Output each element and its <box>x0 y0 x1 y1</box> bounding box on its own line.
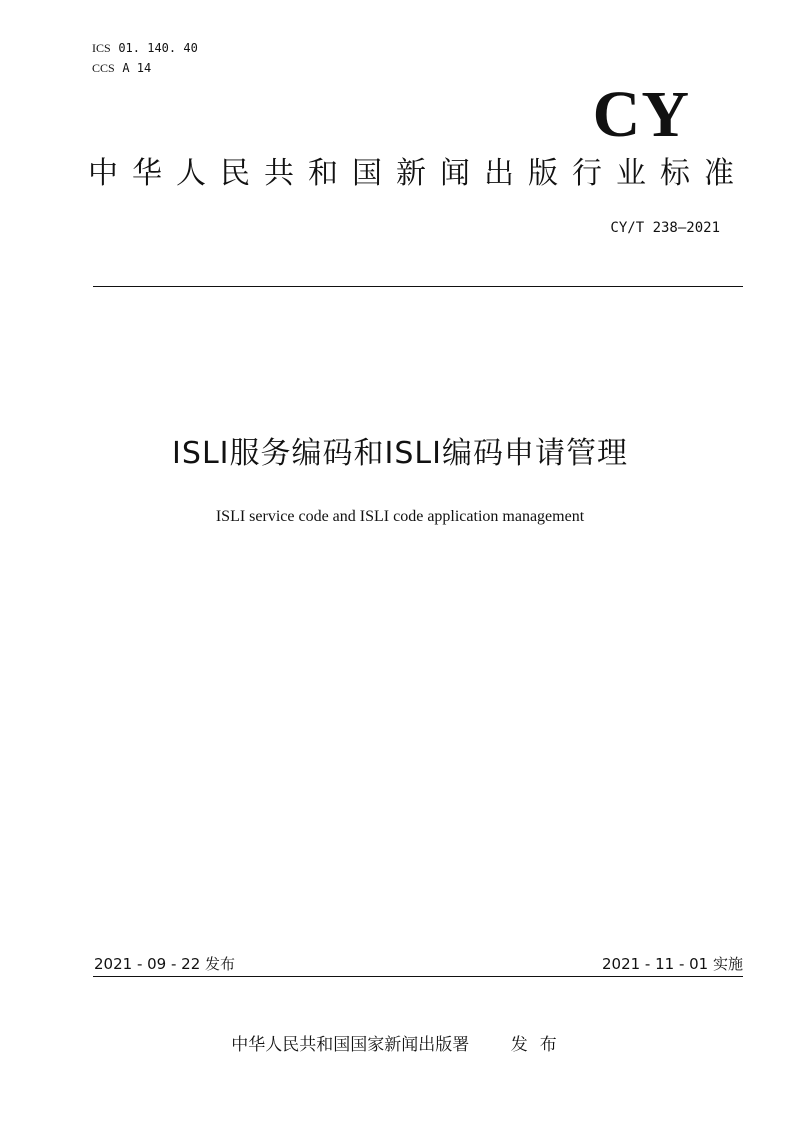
issuing-authority-title: 中华人民共和国新闻出版行业标准 <box>88 156 748 191</box>
document-title-en: ISLI service code and ISLI code application management <box>215 508 585 525</box>
document-title-zh: ISLI服务编码和ISLI编码申请管理 <box>172 436 628 471</box>
implementation-date: 2021 - 11 - 01 实施 <box>601 955 743 973</box>
top-divider <box>93 286 743 287</box>
publish-action: 发布 <box>510 1035 569 1055</box>
cy-logo: CY <box>592 78 690 151</box>
standard-number: CY/T 238—2021 <box>610 220 720 236</box>
publisher-name: 中华人民共和国国家新闻出版署 <box>231 1035 470 1055</box>
bottom-divider <box>93 976 743 977</box>
publisher-line <box>0 1032 800 1058</box>
ccs-label: CCS <box>92 61 115 75</box>
ics-code <box>92 38 198 58</box>
ics-label: ICS <box>92 41 111 55</box>
ccs-code <box>92 58 151 78</box>
ccs-value: A 14 <box>122 61 152 75</box>
ics-value: 01. 140. 40 <box>118 41 198 55</box>
issue-date: 2021 - 09 - 22 发布 <box>94 955 236 973</box>
